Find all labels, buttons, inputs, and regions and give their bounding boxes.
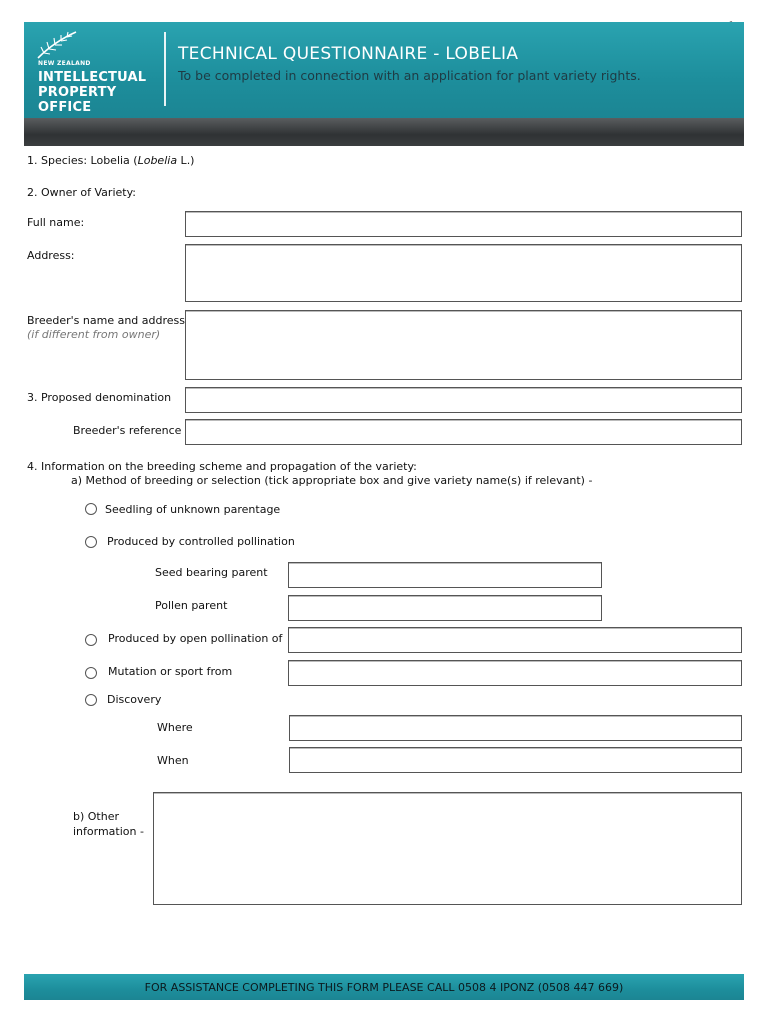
logo-line-3: OFFICE xyxy=(38,100,92,115)
breeding-sub-a: a) Method of breeding or selection (tick appropriate box and give variety name(s) if relevant) - xyxy=(71,474,593,487)
open-pollination-label: Produced by open pollination of xyxy=(108,632,283,645)
when-label: When xyxy=(157,754,189,767)
open-pollination-radio[interactable] xyxy=(85,634,97,646)
controlled-label: Produced by controlled pollination xyxy=(107,535,295,548)
breeder-label: Breeder's name and address xyxy=(27,314,185,327)
seedling-label: Seedling of unknown parentage xyxy=(105,503,281,516)
full-name-field[interactable] xyxy=(185,211,742,237)
open-pollination-field[interactable] xyxy=(288,627,742,653)
mutation-field[interactable] xyxy=(288,660,742,686)
breeder-ref-label: Breeder's reference xyxy=(73,424,182,437)
iponz-logo xyxy=(36,30,156,114)
discovery-radio[interactable] xyxy=(85,694,97,706)
where-label: Where xyxy=(157,721,193,734)
form-title: TECHNICAL QUESTIONNAIRE - LOBELIA xyxy=(178,44,519,64)
mutation-label: Mutation or sport from xyxy=(108,665,233,678)
other-info-label-2: information - xyxy=(73,825,144,838)
breeder-field[interactable] xyxy=(185,310,742,380)
other-info-label-1: b) Other xyxy=(73,810,120,823)
address-label: Address: xyxy=(27,249,75,262)
denomination-field[interactable] xyxy=(185,387,742,413)
denomination-label: 3. Proposed denomination xyxy=(27,391,172,404)
mutation-radio[interactable] xyxy=(85,667,97,679)
header-divider xyxy=(164,32,166,106)
species-line xyxy=(27,154,194,167)
logo-name xyxy=(38,70,146,115)
header-dark-band xyxy=(24,118,744,146)
address-field[interactable] xyxy=(185,244,742,302)
where-field[interactable] xyxy=(289,715,742,741)
seedling-radio[interactable] xyxy=(85,503,97,515)
pollen-parent-field[interactable] xyxy=(288,595,602,621)
breeder-ref-field[interactable] xyxy=(185,419,742,445)
controlled-radio[interactable] xyxy=(85,536,97,548)
fern-icon xyxy=(36,30,80,60)
breeder-hint: (if different from owner) xyxy=(27,328,161,341)
full-name-label: Full name: xyxy=(27,216,85,229)
other-info-field[interactable] xyxy=(153,792,742,905)
pollen-parent-label: Pollen parent xyxy=(155,599,228,612)
owner-heading: 2. Owner of Variety: xyxy=(27,186,136,199)
seed-parent-field[interactable] xyxy=(288,562,602,588)
form-subtitle: To be completed in connection with an application for plant variety rights. xyxy=(178,68,641,83)
discovery-label: Discovery xyxy=(107,693,162,706)
when-field[interactable] xyxy=(289,747,742,773)
assistance-footer: FOR ASSISTANCE COMPLETING THIS FORM PLEASE CALL 0508 4 IPONZ (0508 447 669) xyxy=(144,981,624,994)
species-suffix: L.) xyxy=(177,154,195,167)
species-prefix: 1. Species: Lobelia ( xyxy=(27,154,138,167)
breeding-heading: 4. Information on the breeding scheme and propagation of the variety: xyxy=(27,460,417,473)
seed-parent-label: Seed bearing parent xyxy=(155,566,268,579)
logo-country: NEW ZEALAND xyxy=(38,60,91,67)
logo-line-2: PROPERTY xyxy=(38,85,117,100)
species-italic: Lobelia xyxy=(137,154,178,167)
logo-line-1: INTELLECTUAL xyxy=(38,70,147,85)
